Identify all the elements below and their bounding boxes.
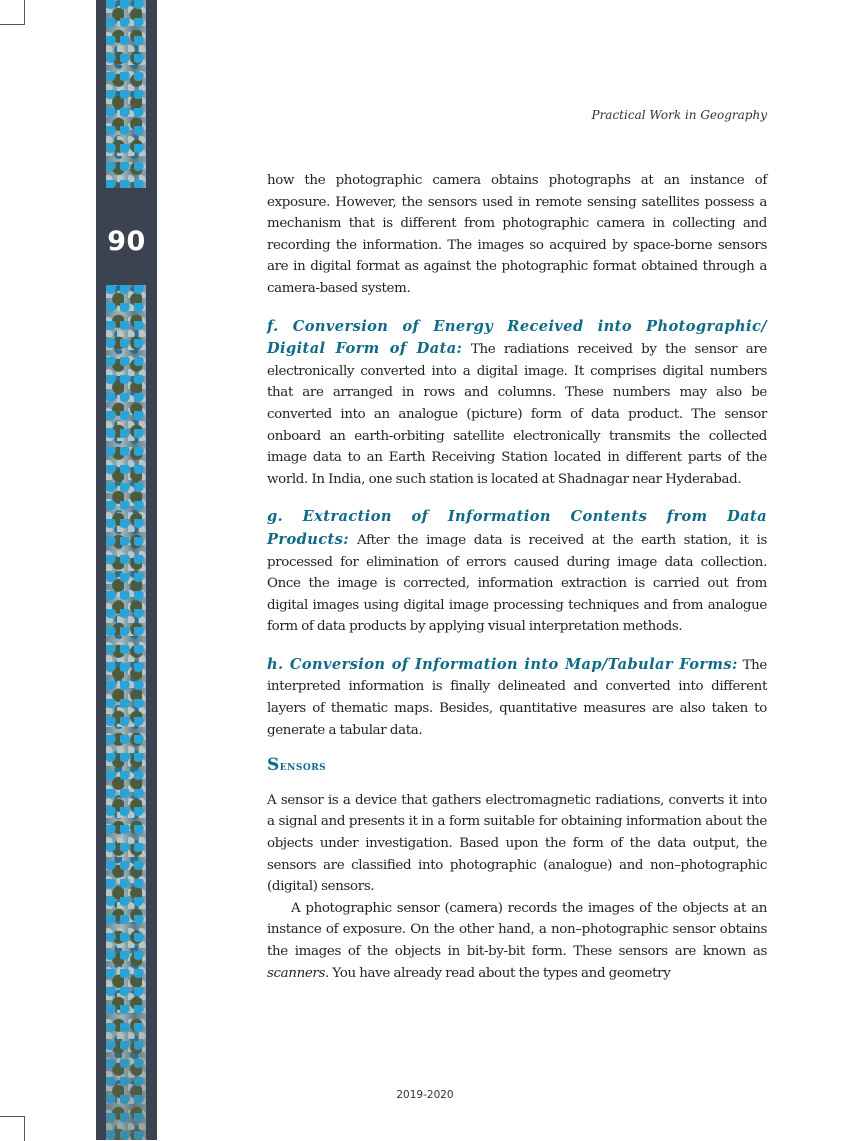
sensors-paragraph-2 [267,898,767,984]
footer-year: 2019-2020 [396,1089,454,1101]
crop-mark-bottom-left [0,1116,25,1141]
strip-shade [106,990,146,1140]
item-h-heading: h. Conversion of Information into Map/Tabular Forms: [267,655,738,673]
item-g-text: After the image data is received at the earth station, it is processed for elimination of errors caused during image data collection. Once the image is corrected, information extraction is carried out from digital images using digital image processing techniques and from analogue form of data products by applying visual interpretation methods. [267,532,767,635]
item-h-text: The interpreted information is finally delineated and converted into different layers of thematic maps. Besides, quantitative measures are also taken to generate a tabular data. [267,657,767,738]
intro-paragraph: how the photographic camera obtains photographs at an instance of exposure. However, the sensors used in remote sensing satellites possess a mechanism that is different from photographic camera in collecting and recording the information. The images so acquired by space-borne sensors are in digital format as against the photographic format obtained through a camera-based system. [267,173,767,296]
sensors-paragraph-1: A sensor is a device that gathers electromagnetic radiations, converts it into a signal and presents it in a form suitable for obtaining information about the objects under investigation. Based upon the form of the data output, the sensors are classified into photographic (analogue) and non–photographic (digital) sensors. [267,792,767,895]
satellite-image-strip-top [106,0,146,188]
item-f [267,316,767,491]
para2-end: . You have already read about the types and geometry [325,965,671,981]
para2-scanners: scanners [267,965,326,981]
item-f-heading: f. Conversion of Energy Received into Photographic/ Digital Form of Data: [267,317,767,358]
crop-mark-top-left [0,0,25,25]
section-title: Sensors [267,755,327,776]
page-number: 90 [107,226,146,257]
item-g-heading: g. Extraction of Information Contents from Data Products: [267,508,767,548]
running-head: Practical Work in Geography [591,108,767,122]
para2-start: A photographic sensor (camera) records the images of the objects at an instance of exposure. On the other hand, a non–photographic sensor obtains the images of the objects in bit-by-bit form. These sensors are known as [267,900,767,959]
item-h [267,654,767,741]
item-g [267,506,767,638]
item-f-text: The radiations received by the sensor are electronically converted into a digital image. It comprises digital numbers that are arranged in rows and columns. These numbers may also be converted into an analogue (picture) form of data product. The sensor onboard an earth-orbiting satellite electronically transmits the collected image data to an Earth Receiving Station located in different parts of the world. In India, one such station is located at Shadnagar near Hyderabad. [267,342,768,487]
main-content [267,170,767,984]
